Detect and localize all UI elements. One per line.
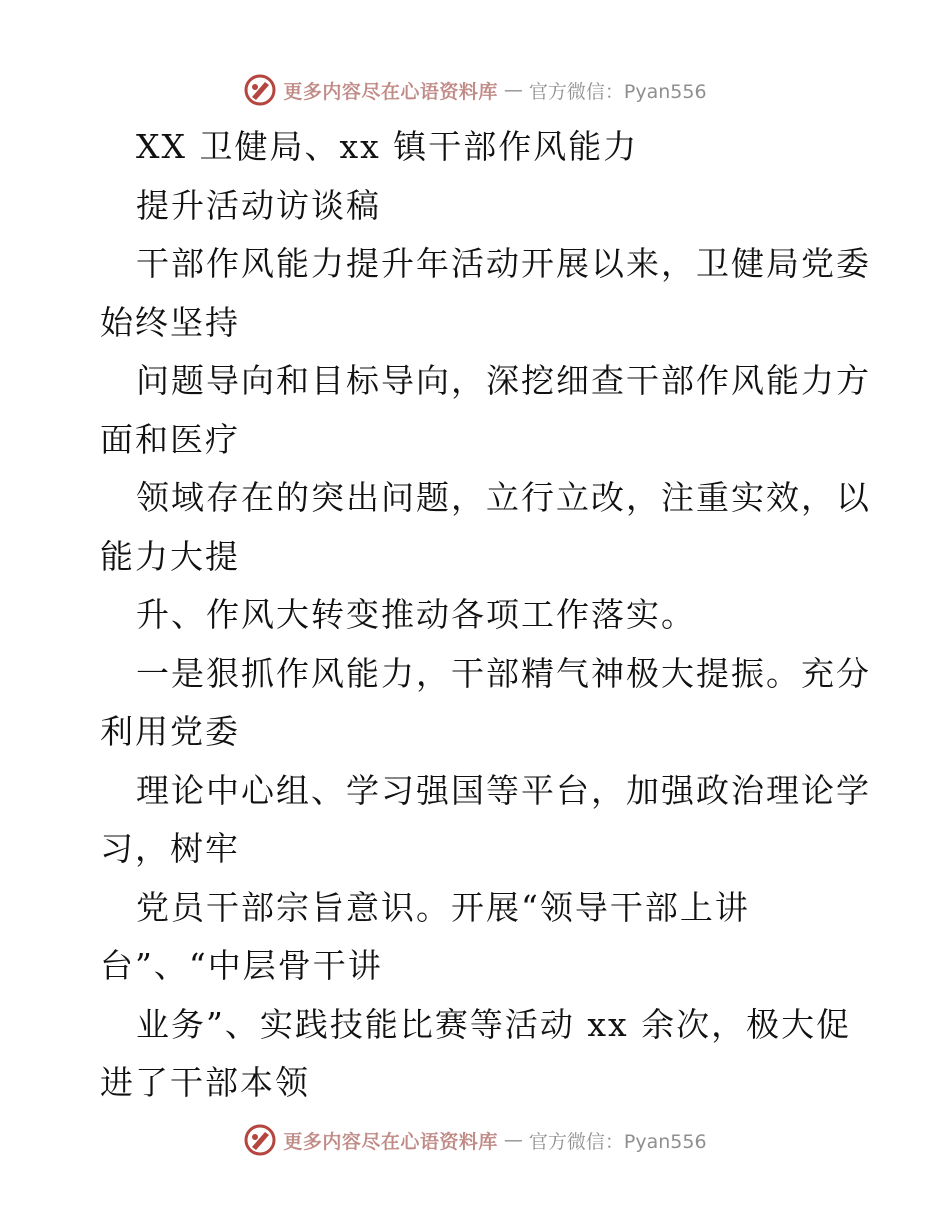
text-line: 台”、“中层骨干讲 xyxy=(100,946,383,985)
text-line: 面和医疗 xyxy=(100,419,240,459)
watermark-wechat-text: 官方微信：Pyan556 xyxy=(528,80,707,103)
watermark-separator: — xyxy=(503,79,523,101)
brand-logo-icon xyxy=(243,73,277,107)
text-line: 党员干部宗旨意识。开展“领导干部上讲 xyxy=(136,887,750,927)
footer-watermark xyxy=(0,1120,950,1160)
text-line: 提升活动访谈稿 xyxy=(136,185,381,225)
text-line: 升、作风大转变推动各项工作落实。 xyxy=(136,595,696,634)
text-line: 干部作风能力提升年活动开展以来，卫健局党委 xyxy=(136,244,871,283)
brand-logo-icon xyxy=(243,1123,277,1157)
text-line: 理论中心组、学习强国等平台，加强政治理论学 xyxy=(136,770,871,810)
text-line: 利用党委 xyxy=(100,712,240,751)
text-line: 能力大提 xyxy=(100,536,240,576)
text-line: 业务”、实践技能比赛等活动 xx 余次，极大促 xyxy=(136,1004,852,1044)
text-line: 一是狠抓作风能力，干部精气神极大提振。充分 xyxy=(136,653,871,693)
header-watermark xyxy=(0,70,950,110)
text-line: 习，树牢 xyxy=(100,829,240,868)
watermark-separator: — xyxy=(503,1129,523,1151)
text-line: XX 卫健局、xx 镇干部作风能力 xyxy=(136,127,639,166)
watermark-brand-text: 更多内容尽在心语资料库 xyxy=(283,80,498,103)
text-line: 领域存在的突出问题，立行立改，注重实效，以 xyxy=(136,478,871,517)
watermark-brand-text: 更多内容尽在心语资料库 xyxy=(283,1130,498,1153)
watermark-wechat-text: 官方微信：Pyan556 xyxy=(528,1130,707,1153)
text-line: 始终坚持 xyxy=(100,302,240,342)
document-body xyxy=(100,118,871,1113)
text-line: 问题导向和目标导向，深挖细查干部作风能力方 xyxy=(136,361,871,400)
text-line: 进了干部本领 xyxy=(100,1063,310,1102)
